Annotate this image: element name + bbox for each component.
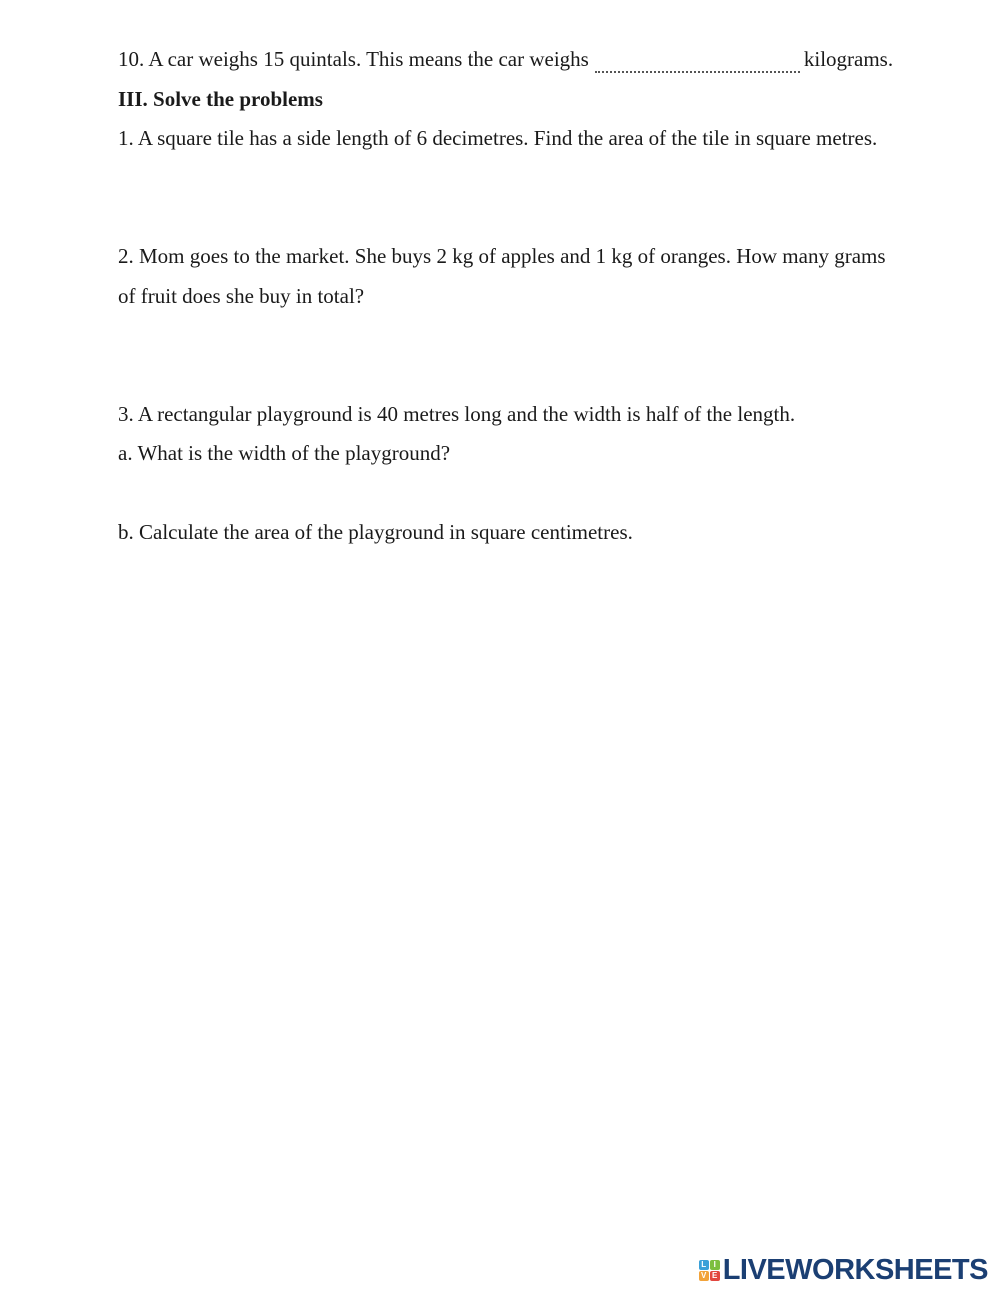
problem-3: 3. A rectangular playground is 40 metres long and the width is half of the length. — [118, 402, 796, 426]
problem-1: 1. A square tile has a side length of 6 decimetres. Find the area of the tile in square metres. — [118, 126, 878, 150]
logo-cell: V — [699, 1271, 709, 1281]
answer-blank-q10[interactable] — [595, 51, 800, 73]
question-10-suffix: kilograms. — [803, 47, 894, 71]
question-10 — [118, 49, 893, 73]
liveworksheets-logo — [699, 1254, 988, 1286]
problem-2-line-2: of fruit does she buy in total? — [118, 284, 365, 308]
logo-text: LIVEWORKSHEETS — [722, 1253, 988, 1286]
logo-cell: L — [699, 1260, 709, 1270]
logo-cell: I — [710, 1260, 720, 1270]
logo-cell: E — [710, 1271, 720, 1281]
problem-3b: b. Calculate the area of the playground in square centimetres. — [118, 520, 633, 544]
section-heading: III. Solve the problems — [118, 87, 323, 111]
problem-2-line-1: 2. Mom goes to the market. She buys 2 kg of apples and 1 kg of oranges. How many grams — [118, 244, 886, 268]
question-10-prefix: 10. A car weighs 15 quintals. This means the car weighs — [118, 47, 589, 71]
problem-3a: a. What is the width of the playground? — [118, 441, 451, 465]
logo-mark-icon — [699, 1260, 720, 1281]
